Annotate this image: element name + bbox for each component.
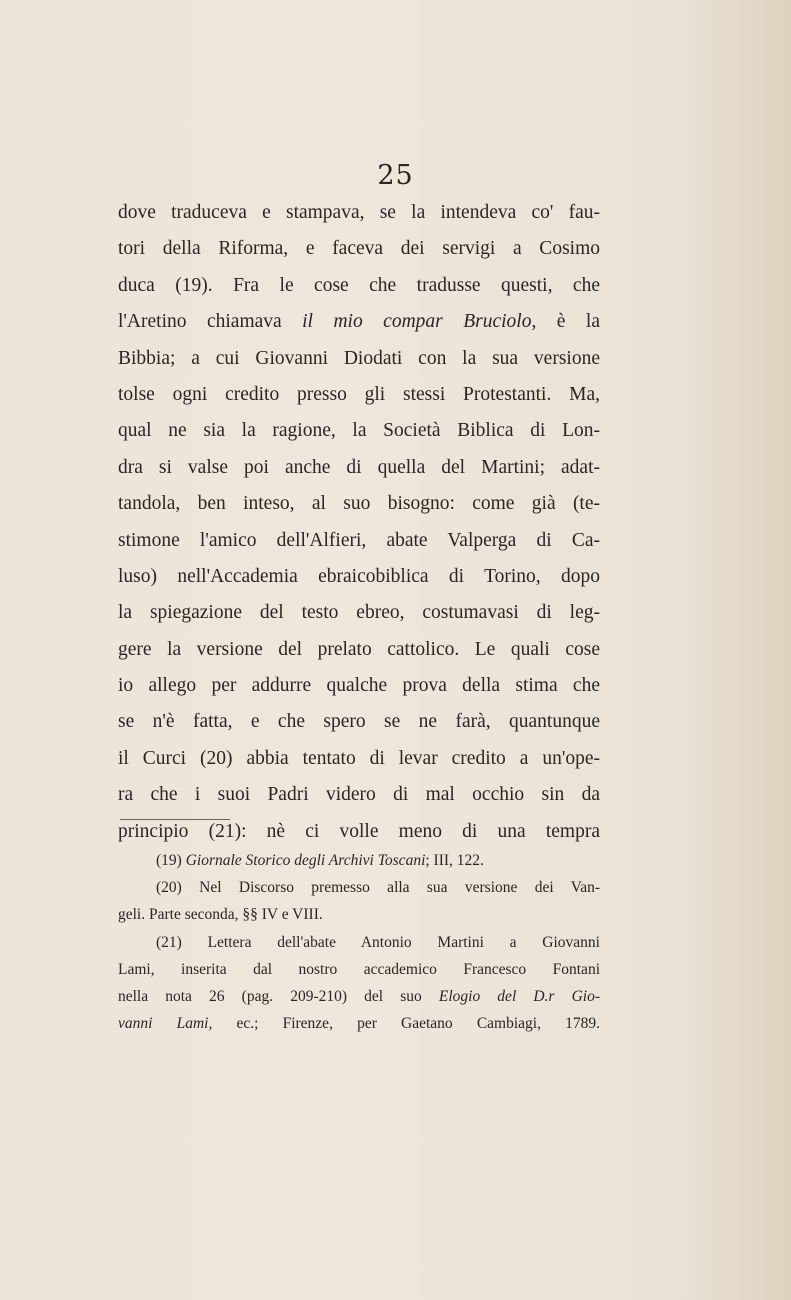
body-line: qual ne sia la ragione, la Società Biblica di Lon-	[118, 420, 600, 442]
footnote-19	[118, 847, 600, 874]
italic-title: il mio compar Bruciolo	[302, 311, 532, 333]
italic-title: Giornale Storico degli Archivi Toscani	[185, 852, 426, 869]
body-line: principio (21): nè ci volle meno di una tempra	[118, 820, 600, 842]
body-line: luso) nell'Accademia ebraicobiblica di Torino, dopo	[118, 565, 600, 587]
page-number: 25	[377, 160, 414, 191]
footnote-21-cont	[118, 983, 600, 1010]
footnotes	[118, 847, 600, 1037]
body-line: ra che i suoi Padri videro di mal occhio sin da	[118, 784, 600, 806]
text-segment: ec.; Firenze, per Gaetano Cambiagi, 1789.	[212, 1015, 600, 1033]
text-segment: nella nota 26 (pag. 209-210) del suo	[118, 987, 439, 1005]
text-segment: (19)	[156, 852, 186, 869]
body-line: gere la versione del prelato cattolico. Le quali cose	[118, 638, 600, 660]
text-segment: , è la	[531, 311, 600, 333]
body-line: il Curci (20) abbia tentato di levar credito a un'ope-	[118, 747, 600, 769]
footnote-21-cont: Lami, inserita dal nostro accademico Francesco Fontani	[118, 960, 600, 978]
body-line: se n'è fatta, e che spero se ne farà, quantunque	[118, 711, 600, 733]
body-line: duca (19). Fra le cose che tradusse questi, che	[118, 274, 600, 296]
italic-title: Elogio del D.r Gio-	[438, 987, 600, 1005]
footnote-21: (21) Lettera dell'abate Antonio Martini a Giovanni	[156, 933, 600, 951]
body-line: la spiegazione del testo ebreo, costumavasi di leg-	[118, 602, 600, 624]
body-line: dove traduceva e stampava, se la intendeva co' fau-	[118, 202, 600, 223]
body-line: stimone l'amico dell'Alfieri, abate Valperga di Ca-	[118, 529, 600, 551]
footnote-separator	[120, 819, 230, 820]
footnote-21-cont	[118, 1010, 600, 1037]
body-line: Bibbia; a cui Giovanni Diodati con la sua versione	[118, 347, 600, 369]
body-line: tolse ogni credito presso gli stessi Protestanti. Ma,	[118, 383, 600, 405]
footnote-20-cont: geli. Parte seconda, §§ IV e VIII.	[118, 906, 323, 924]
body-line: io allego per addurre qualche prova della stima che	[118, 675, 600, 697]
body-line: tandola, ben inteso, al suo bisogno: come già (te-	[118, 493, 600, 515]
body-text	[118, 195, 600, 850]
body-line: dra si valse poi anche di quella del Martini; adat-	[118, 456, 600, 478]
text-segment: l'Aretino chiamava	[118, 311, 303, 333]
body-line: tori della Riforma, e faceva dei servigi a Cosimo	[118, 238, 600, 260]
text-segment: ; III, 122.	[425, 852, 484, 869]
body-line-italic-title	[118, 304, 600, 340]
footnote-20: (20) Nel Discorso premesso alla sua versione dei Van-	[156, 879, 600, 897]
italic-title: vanni Lami,	[118, 1015, 213, 1033]
